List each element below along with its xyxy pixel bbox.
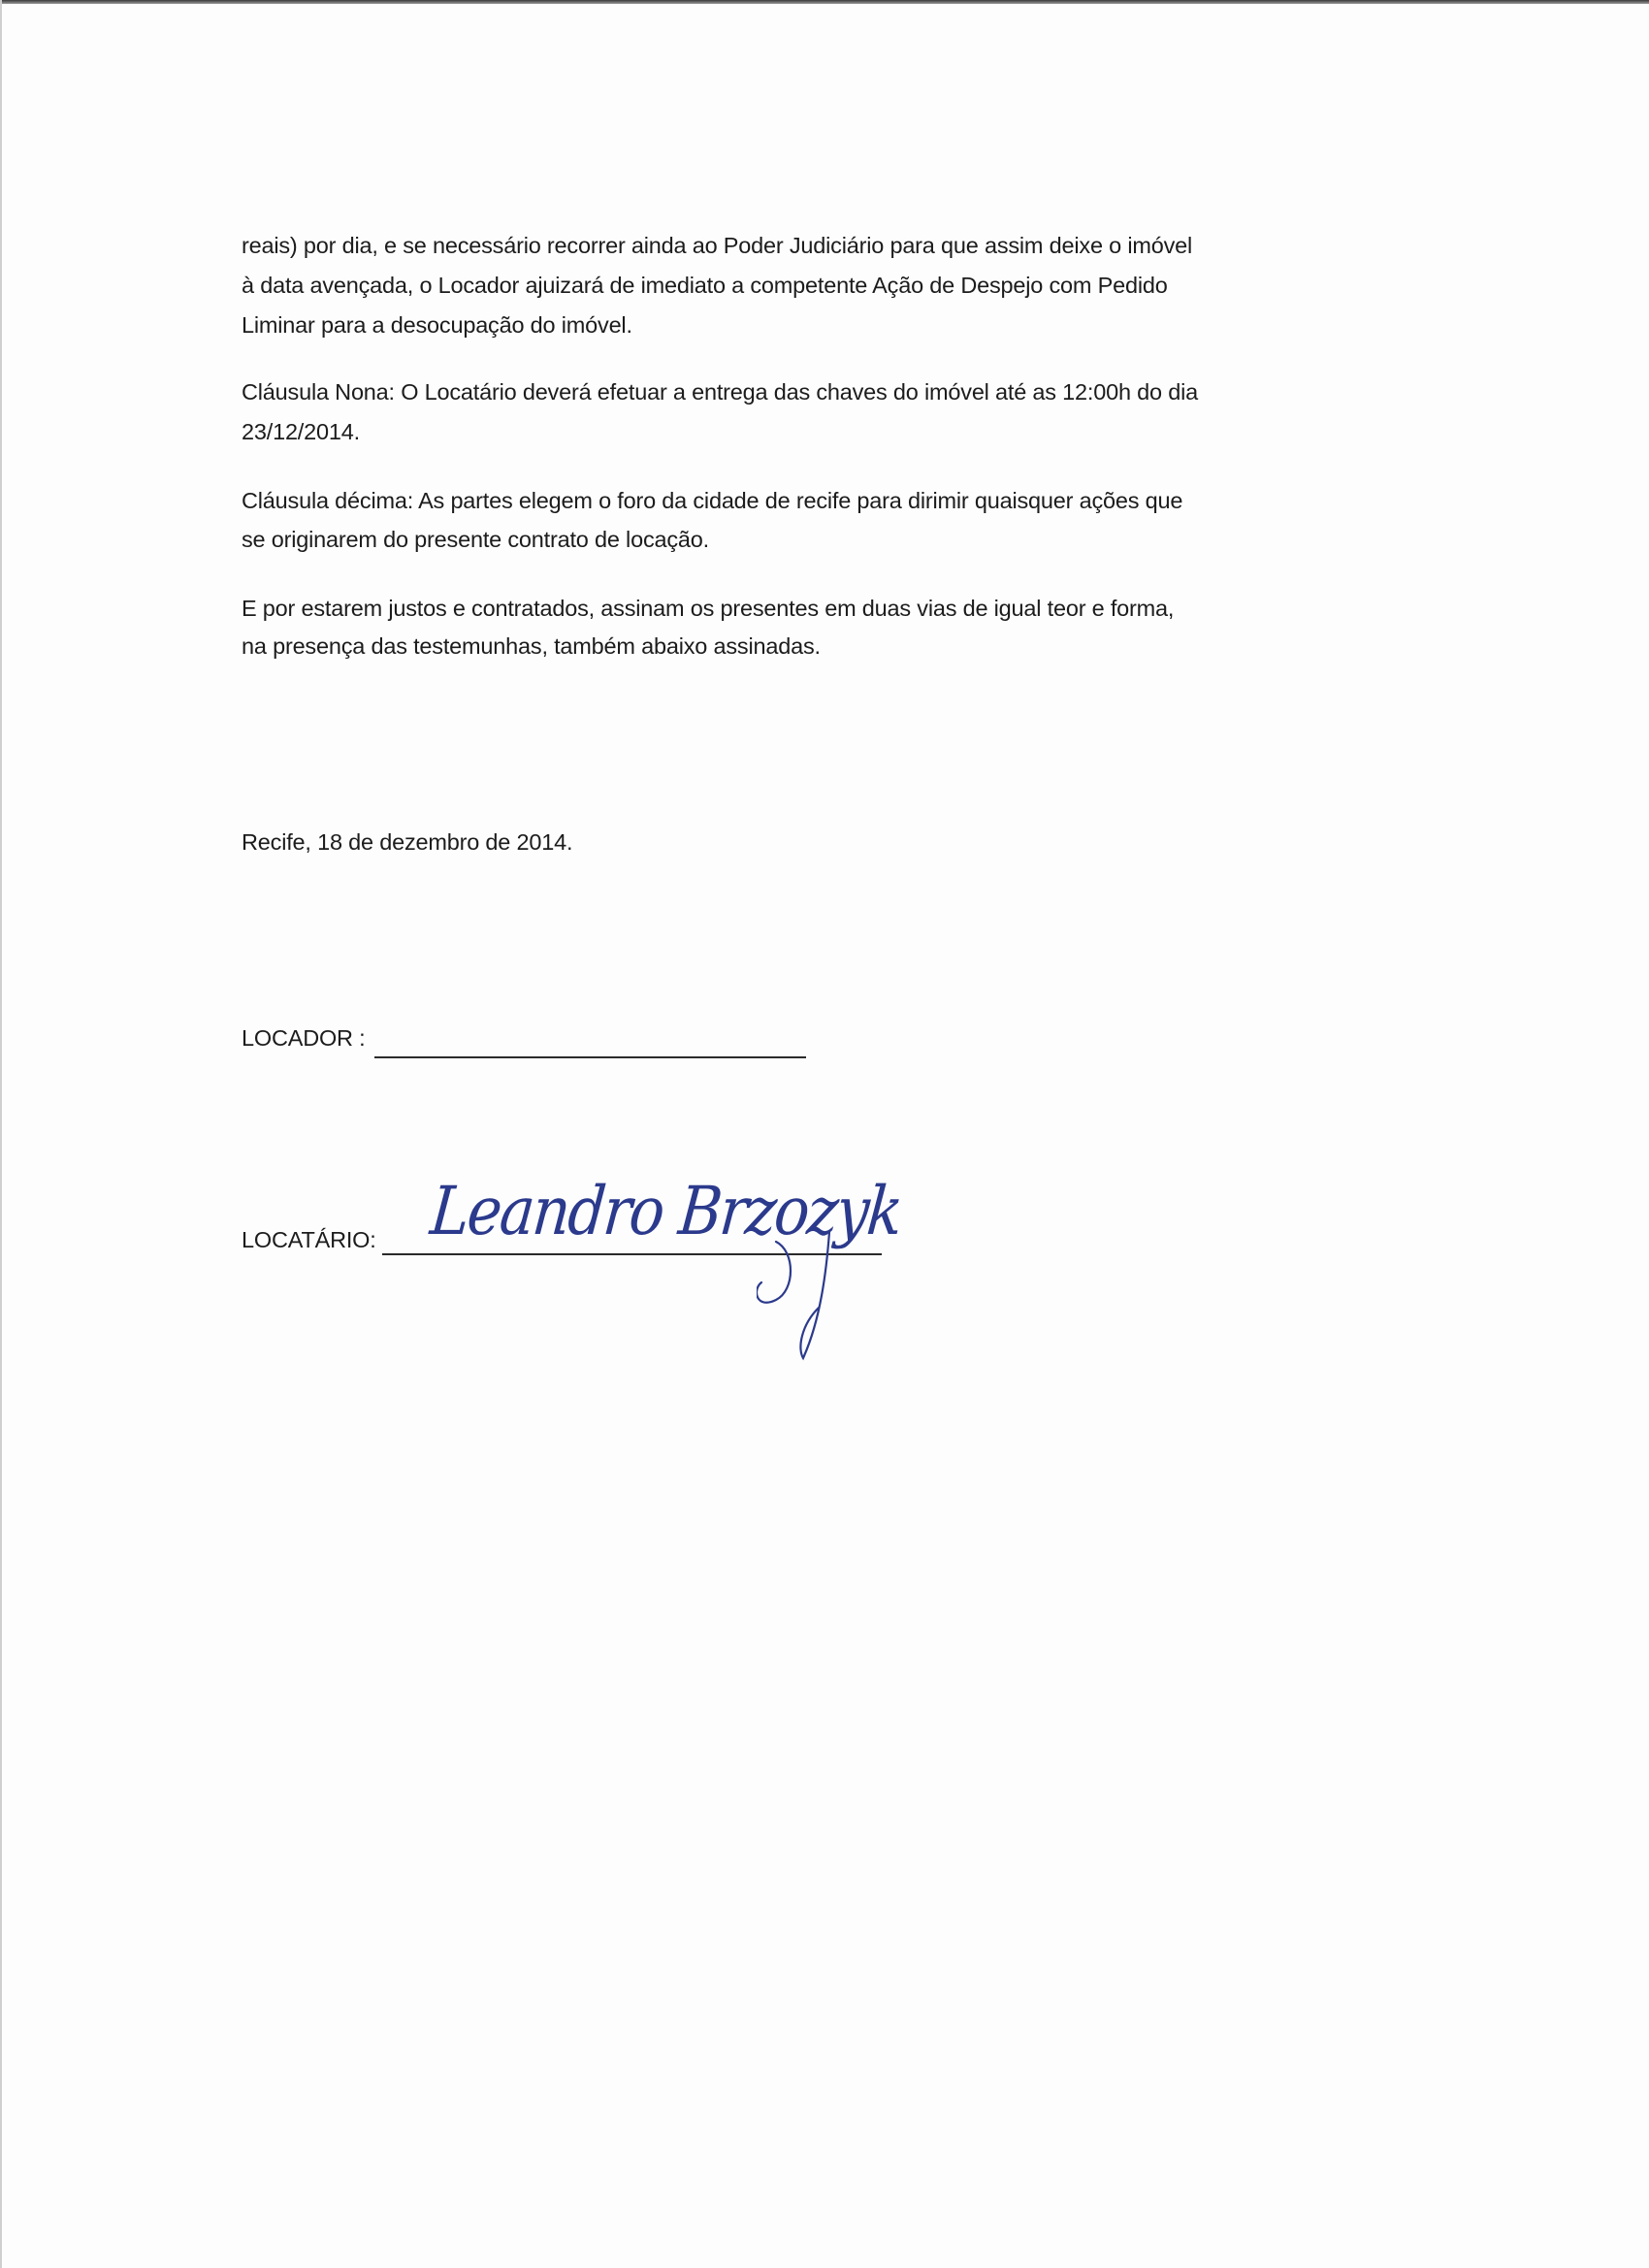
paragraph-line: Liminar para a desocupação do imóvel. bbox=[242, 312, 632, 338]
scan-left-edge bbox=[0, 0, 2, 2268]
clause-tenth-line: se originarem do presente contrato de locação. bbox=[242, 527, 709, 552]
date-line: Recife, 18 de dezembro de 2014. bbox=[242, 829, 573, 855]
closing-line: na presença das testemunhas, também abaixo assinadas. bbox=[242, 633, 821, 659]
locador-signature-line bbox=[374, 1056, 806, 1058]
locador-label: LOCADOR : bbox=[242, 1025, 366, 1051]
paragraph-line: reais) por dia, e se necessário recorrer ainda ao Poder Judiciário para que assim deixe o imóvel bbox=[242, 233, 1193, 258]
clause-tenth-line: Cláusula décima: As partes elegem o foro da cidade de recife para dirimir quaisquer ações que bbox=[242, 488, 1183, 513]
clause-ninth-line: Cláusula Nona: O Locatário deverá efetuar a entrega das chaves do imóvel até as 12:00h do dia bbox=[242, 379, 1199, 405]
closing-line: E por estarem justos e contratados, assinam os presentes em duas vias de igual teor e forma, bbox=[242, 596, 1175, 621]
locatario-label: LOCATÁRIO: bbox=[242, 1227, 376, 1252]
scan-top-edge bbox=[0, 0, 1649, 4]
locatario-signature: Leandro Brzozyk bbox=[427, 1172, 905, 1251]
clause-ninth-line: 23/12/2014. bbox=[242, 419, 360, 444]
signature-flourish bbox=[757, 1232, 873, 1368]
paragraph-line: à data avençada, o Locador ajuizará de imediato a competente Ação de Despejo com Pedido bbox=[242, 273, 1168, 298]
